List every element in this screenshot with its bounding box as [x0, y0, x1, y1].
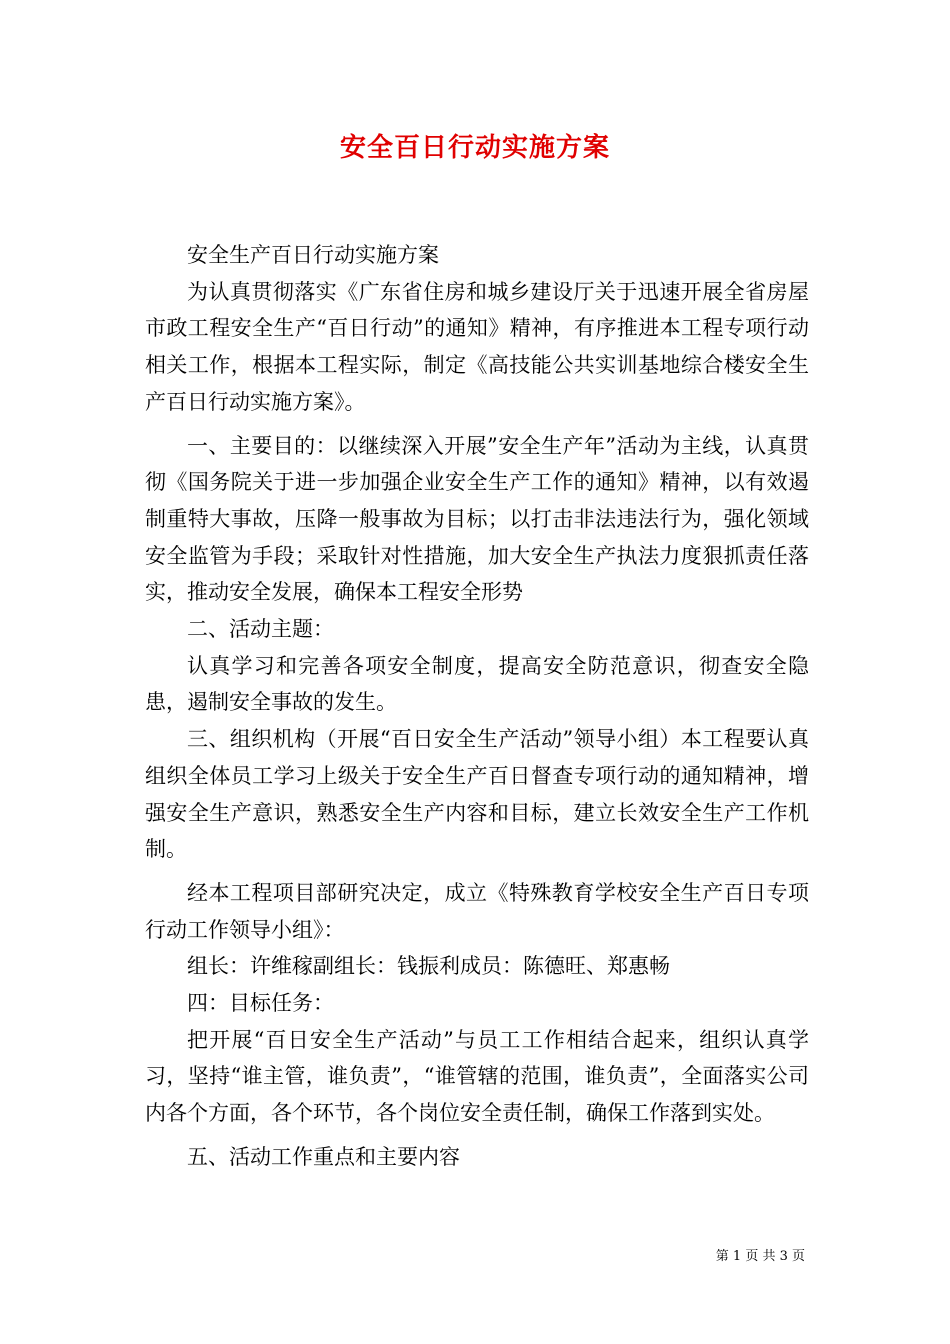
paragraph-section-2-body: 认真学习和完善各项安全制度，提高安全防范意识，彻查安全隐患，遏制安全事故的发生。	[145, 653, 809, 715]
paragraph-section-1: 一、主要目的：以继续深入开展”安全生产年”活动为主线，认真贯彻《国务院关于进一步加强企业安全生产工作的通知》精神，以有效遏制重特大事故，压降一般事故为目标；以打击非法违法行为，强化领域安全监管为手段；采取针对性措施，加大安全生产执法力度狠抓责任落实，推动安全发展，确保本工程安全形势	[145, 433, 809, 605]
page-indicator: 第 1 页 共 3 页	[715, 1249, 805, 1264]
paragraph-section-2-heading: 二、活动主题：	[187, 617, 334, 642]
paragraph-decision: 经本工程项目部研究决定，成立《特殊教育学校安全生产百日专项行动工作领导小组》：	[145, 880, 809, 942]
paragraph-members: 组长：许维稼副组长：钱振利成员：陈德旺、郑惠畅	[187, 954, 670, 979]
paragraph-section-4-body: 把开展“百日安全生产活动”与员工工作相结合起来，组织认真学习，坚持“谁主管，谁负责”，“谁管辖的范围，谁负责”，全面落实公司内各个方面，各个环节，各个岗位安全责任制，确保工作落到实处。	[145, 1027, 809, 1126]
paragraph-section-4-heading: 四：目标任务：	[187, 991, 334, 1016]
document-body	[145, 237, 809, 1176]
paragraph-section-5-heading: 五、活动工作重点和主要内容	[187, 1144, 460, 1169]
document-subtitle: 安全生产百日行动实施方案	[187, 243, 439, 267]
paragraph-section-3: 三、组织机构（开展“百日安全生产活动”领导小组）本工程要认真组织全体员工学习上级关于安全生产百日督查专项行动的通知精神，增强安全生产意识，熟悉安全生产内容和目标，建立长效安全生产工作机制。	[145, 727, 809, 862]
page-title: 安全百日行动实施方案	[339, 133, 610, 163]
paragraph-intro: 为认真贯彻落实《广东省住房和城乡建设厅关于迅速开展全省房屋市政工程安全生产“百日行动”的通知》精神，有序推进本工程专项行动相关工作，根据本工程实际，制定《高技能公共实训基地综合楼安全生产百日行动实施方案》。	[145, 279, 809, 414]
